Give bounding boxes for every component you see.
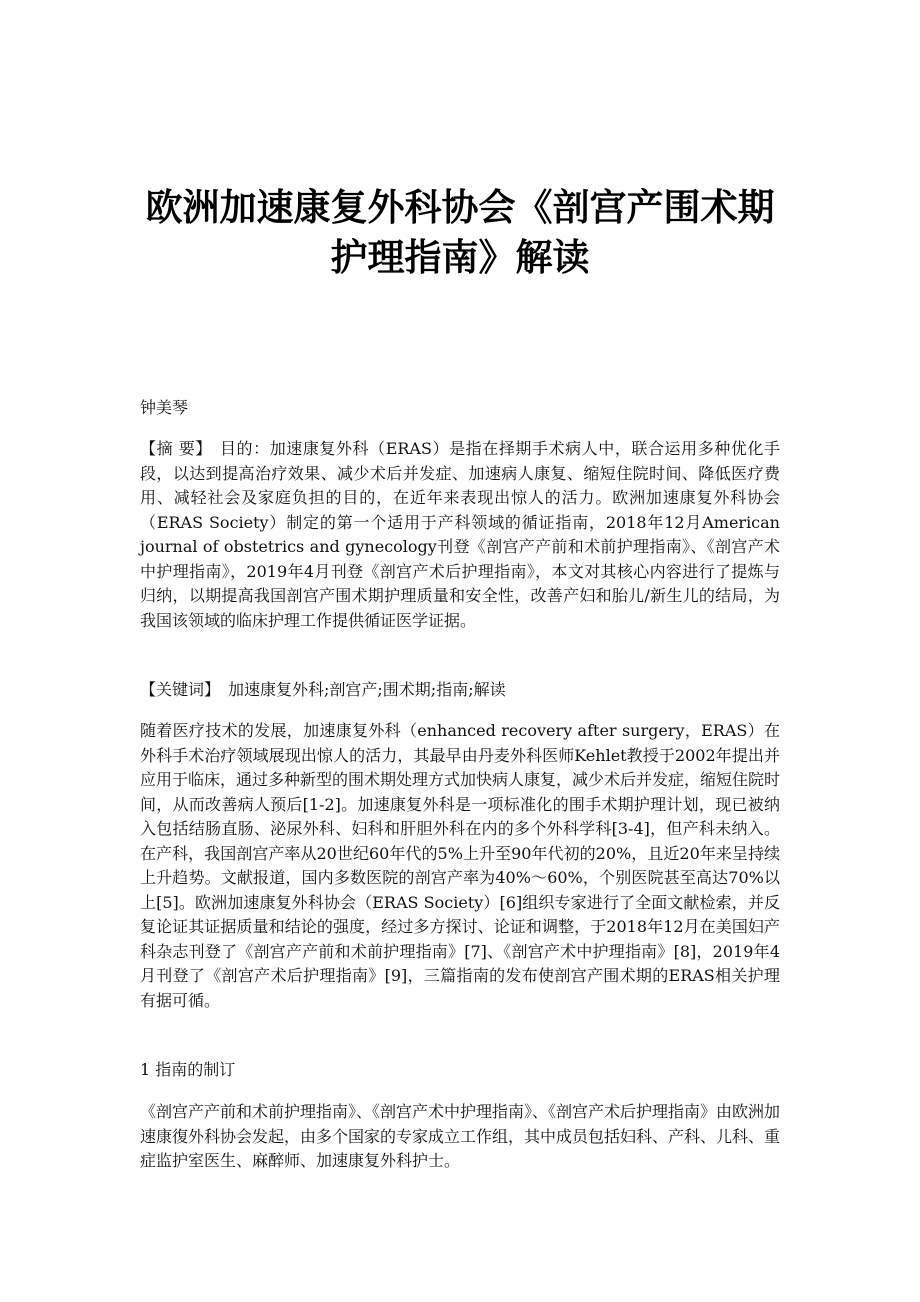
intro-paragraph: 随着医疗技术的发展，加速康复外科（enhanced recovery after surgery，ERAS）在外科手术治疗领域展现出惊人的活力，其最早由丹麦外科医师Kehlet教授于2002年提出并应用于临床，通过多种新型的围术期处理方式加快病人康复，减少术后并发症，缩短住院时间，从而改善病人预后[1-2]。加速康复外科是一项标准化的围手术期护理计划，现已被纳入包括结肠直肠、泌尿外科、妇科和肝胆外科在内的多个外科学科[3-4]，但产科未纳入。在产科，我国剖宫产率从20世纪60年代的5%上升至90年代初的20%，且近20年来呈持续上升趋势。文献报道，国内多数医院的剖宫产率为40%～60%，个别医院甚至高达70%以上[5]。欧洲加速康复外科协会（ERAS Society）[6]组织专家进行了全面文献检索，并反复论证其证据质量和结论的强度，经过多方探讨、论证和调整，于2018年12月在美国妇产科杂志刊登了《剖宫产产前和术前护理指南》[7]、《剖宫产术中护理指南》[8]，2019年4月刊登了《剖宫产术后护理指南》[9]，三篇指南的发布使剖宫产围术期的ERAS相关护理有据可循。 xyxy=(140,721,781,1010)
title-line-1: 欧洲加速康复外科协会《剖宫产围术期 xyxy=(145,186,775,229)
keywords-paragraph xyxy=(140,678,506,703)
section-paragraph: 《剖宫产产前和术前护理指南》、《剖宫产术中护理指南》、《剖宫产术后护理指南》由欧洲加速康復外科协会发起，由多个国家的专家成立工作组，其中成员包括妇科、产科、儿科、重症监护室医生、麻醉师、加速康复外科护士。 xyxy=(140,1102,781,1170)
keywords-label: 【关键词】 xyxy=(140,680,221,699)
abstract-paragraph xyxy=(140,437,780,633)
author-name: 钟美琴 xyxy=(140,398,189,417)
section-heading: 1 指南的制订 xyxy=(140,1060,236,1079)
title-line-2: 护理指南》解读 xyxy=(330,236,590,279)
abstract-label: 【摘 要】 xyxy=(140,439,212,458)
abstract-text: 目的：加速康复外科（ERAS）是指在择期手术病人中，联合运用多种优化手段，以达到提高治疗效果、减少术后并发症、加速病人康复、缩短住院时间、降低医疗费用、减轻社会及家庭负担的目的，在近年来表现出惊人的活力。欧洲加速康复外科协会（ERAS Society）制定的第一个适用于产科领域的循证指南，2018年12月American journal of obstetrics and gynecology刊登《剖宫产产前和术前护理指南》、《剖宫产术中护理指南》，2019年4月刊登《剖宫产术后护理指南》，本文对其核心内容进行了提炼与归纳，以期提高我国剖宫产围术期护理质量和安全性，改善产妇和胎儿/新生儿的结局，为我国该领域的临床护理工作提供循证医学证据。 xyxy=(140,439,780,630)
document-title xyxy=(140,183,780,283)
keywords-text: 加速康复外科;剖宫产;围术期;指南;解读 xyxy=(228,680,506,699)
